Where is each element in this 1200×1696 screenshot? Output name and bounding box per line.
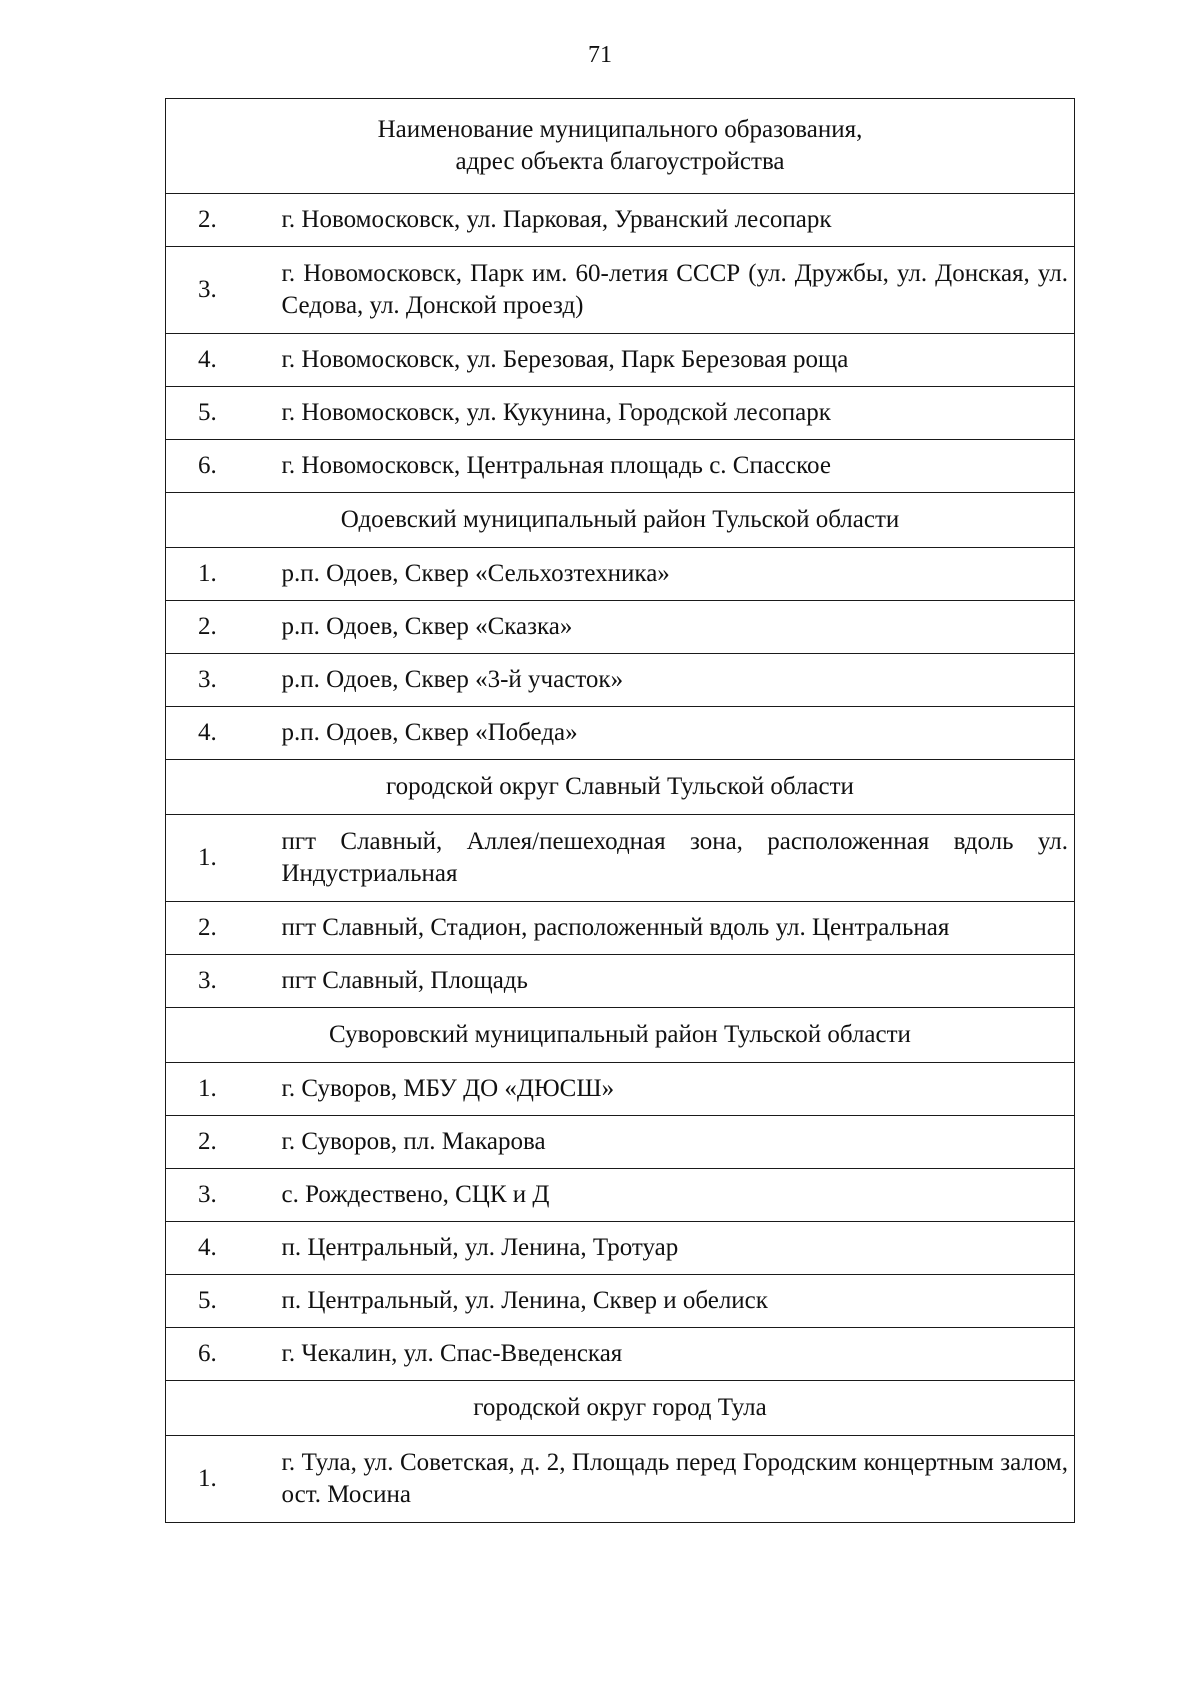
table-row xyxy=(166,654,1075,707)
row-number: 5. xyxy=(166,1275,248,1328)
row-number: 3. xyxy=(166,955,248,1008)
row-address: р.п. Одоев, Сквер «Победа» xyxy=(248,707,1075,760)
table-row xyxy=(166,387,1075,440)
row-number: 2. xyxy=(166,902,248,955)
row-address: п. Центральный, ул. Ленина, Тротуар xyxy=(248,1222,1075,1275)
table-row xyxy=(166,815,1075,902)
row-number: 5. xyxy=(166,387,248,440)
row-address: п. Центральный, ул. Ленина, Сквер и обелиск xyxy=(248,1275,1075,1328)
section-row xyxy=(166,493,1075,548)
row-number: 6. xyxy=(166,440,248,493)
row-address: пгт Славный, Стадион, расположенный вдоль ул. Центральная xyxy=(248,902,1075,955)
row-number: 6. xyxy=(166,1328,248,1381)
row-number: 3. xyxy=(166,247,248,334)
table-row xyxy=(166,902,1075,955)
row-number: 3. xyxy=(166,1169,248,1222)
row-address: р.п. Одоев, Сквер «3-й участок» xyxy=(248,654,1075,707)
row-address: г. Чекалин, ул. Спас-Введенская xyxy=(248,1328,1075,1381)
table-header-line: Наименование муниципального образования, xyxy=(377,116,863,143)
section-title: городской округ Славный Тульской области xyxy=(166,760,1075,815)
table-row xyxy=(166,247,1075,334)
table-row xyxy=(166,548,1075,601)
section-title: Суворовский муниципальный район Тульской области xyxy=(166,1008,1075,1063)
table-row xyxy=(166,955,1075,1008)
row-address: г. Новомосковск, ул. Березовая, Парк Березовая роща xyxy=(248,334,1075,387)
section-row xyxy=(166,1381,1075,1436)
table-row xyxy=(166,440,1075,493)
row-address: г. Суворов, МБУ ДО «ДЮСШ» xyxy=(248,1063,1075,1116)
table-row xyxy=(166,1116,1075,1169)
row-number: 4. xyxy=(166,1222,248,1275)
row-address: г. Новомосковск, Парк им. 60-летия СССР (ул. Дружбы, ул. Донская, ул. Седова, ул. Донской проезд) xyxy=(248,247,1075,334)
section-row xyxy=(166,1008,1075,1063)
row-number: 2. xyxy=(166,1116,248,1169)
section-title: городской округ город Тула xyxy=(166,1381,1075,1436)
table-row xyxy=(166,1275,1075,1328)
row-address: с. Рождествено, СЦК и Д xyxy=(248,1169,1075,1222)
row-number: 4. xyxy=(166,334,248,387)
row-address: г. Суворов, пл. Макарова xyxy=(248,1116,1075,1169)
row-address: г. Новомосковск, Центральная площадь с. Спасское xyxy=(248,440,1075,493)
section-title: Одоевский муниципальный район Тульской области xyxy=(166,493,1075,548)
table-header-line: адрес объекта благоустройства xyxy=(455,148,785,175)
table-row xyxy=(166,1169,1075,1222)
table-row xyxy=(166,1063,1075,1116)
row-address: р.п. Одоев, Сквер «Сказка» xyxy=(248,601,1075,654)
row-number: 2. xyxy=(166,194,248,247)
table-row xyxy=(166,1328,1075,1381)
section-row xyxy=(166,760,1075,815)
row-address: г. Тула, ул. Советская, д. 2, Площадь перед Городским концертным залом, ост. Мосина xyxy=(248,1436,1075,1523)
row-number: 3. xyxy=(166,654,248,707)
row-number: 1. xyxy=(166,1436,248,1523)
table-row xyxy=(166,1436,1075,1523)
page-number: 71 xyxy=(588,42,612,68)
row-number: 4. xyxy=(166,707,248,760)
table-row xyxy=(166,194,1075,247)
row-number: 2. xyxy=(166,601,248,654)
table-row xyxy=(166,1222,1075,1275)
row-address: р.п. Одоев, Сквер «Сельхозтехника» xyxy=(248,548,1075,601)
row-address: г. Новомосковск, ул. Парковая, Урванский лесопарк xyxy=(248,194,1075,247)
row-number: 1. xyxy=(166,815,248,902)
row-address: пгт Славный, Аллея/пешеходная зона, расположенная вдоль ул. Индустриальная xyxy=(248,815,1075,902)
row-number: 1. xyxy=(166,1063,248,1116)
table-row xyxy=(166,334,1075,387)
row-number: 1. xyxy=(166,548,248,601)
table-row xyxy=(166,601,1075,654)
table-row xyxy=(166,707,1075,760)
table-header-row xyxy=(166,99,1075,194)
row-address: г. Новомосковск, ул. Кукунина, Городской лесопарк xyxy=(248,387,1075,440)
table-header xyxy=(166,99,1075,194)
objects-table xyxy=(165,98,1075,1523)
row-address: пгт Славный, Площадь xyxy=(248,955,1075,1008)
